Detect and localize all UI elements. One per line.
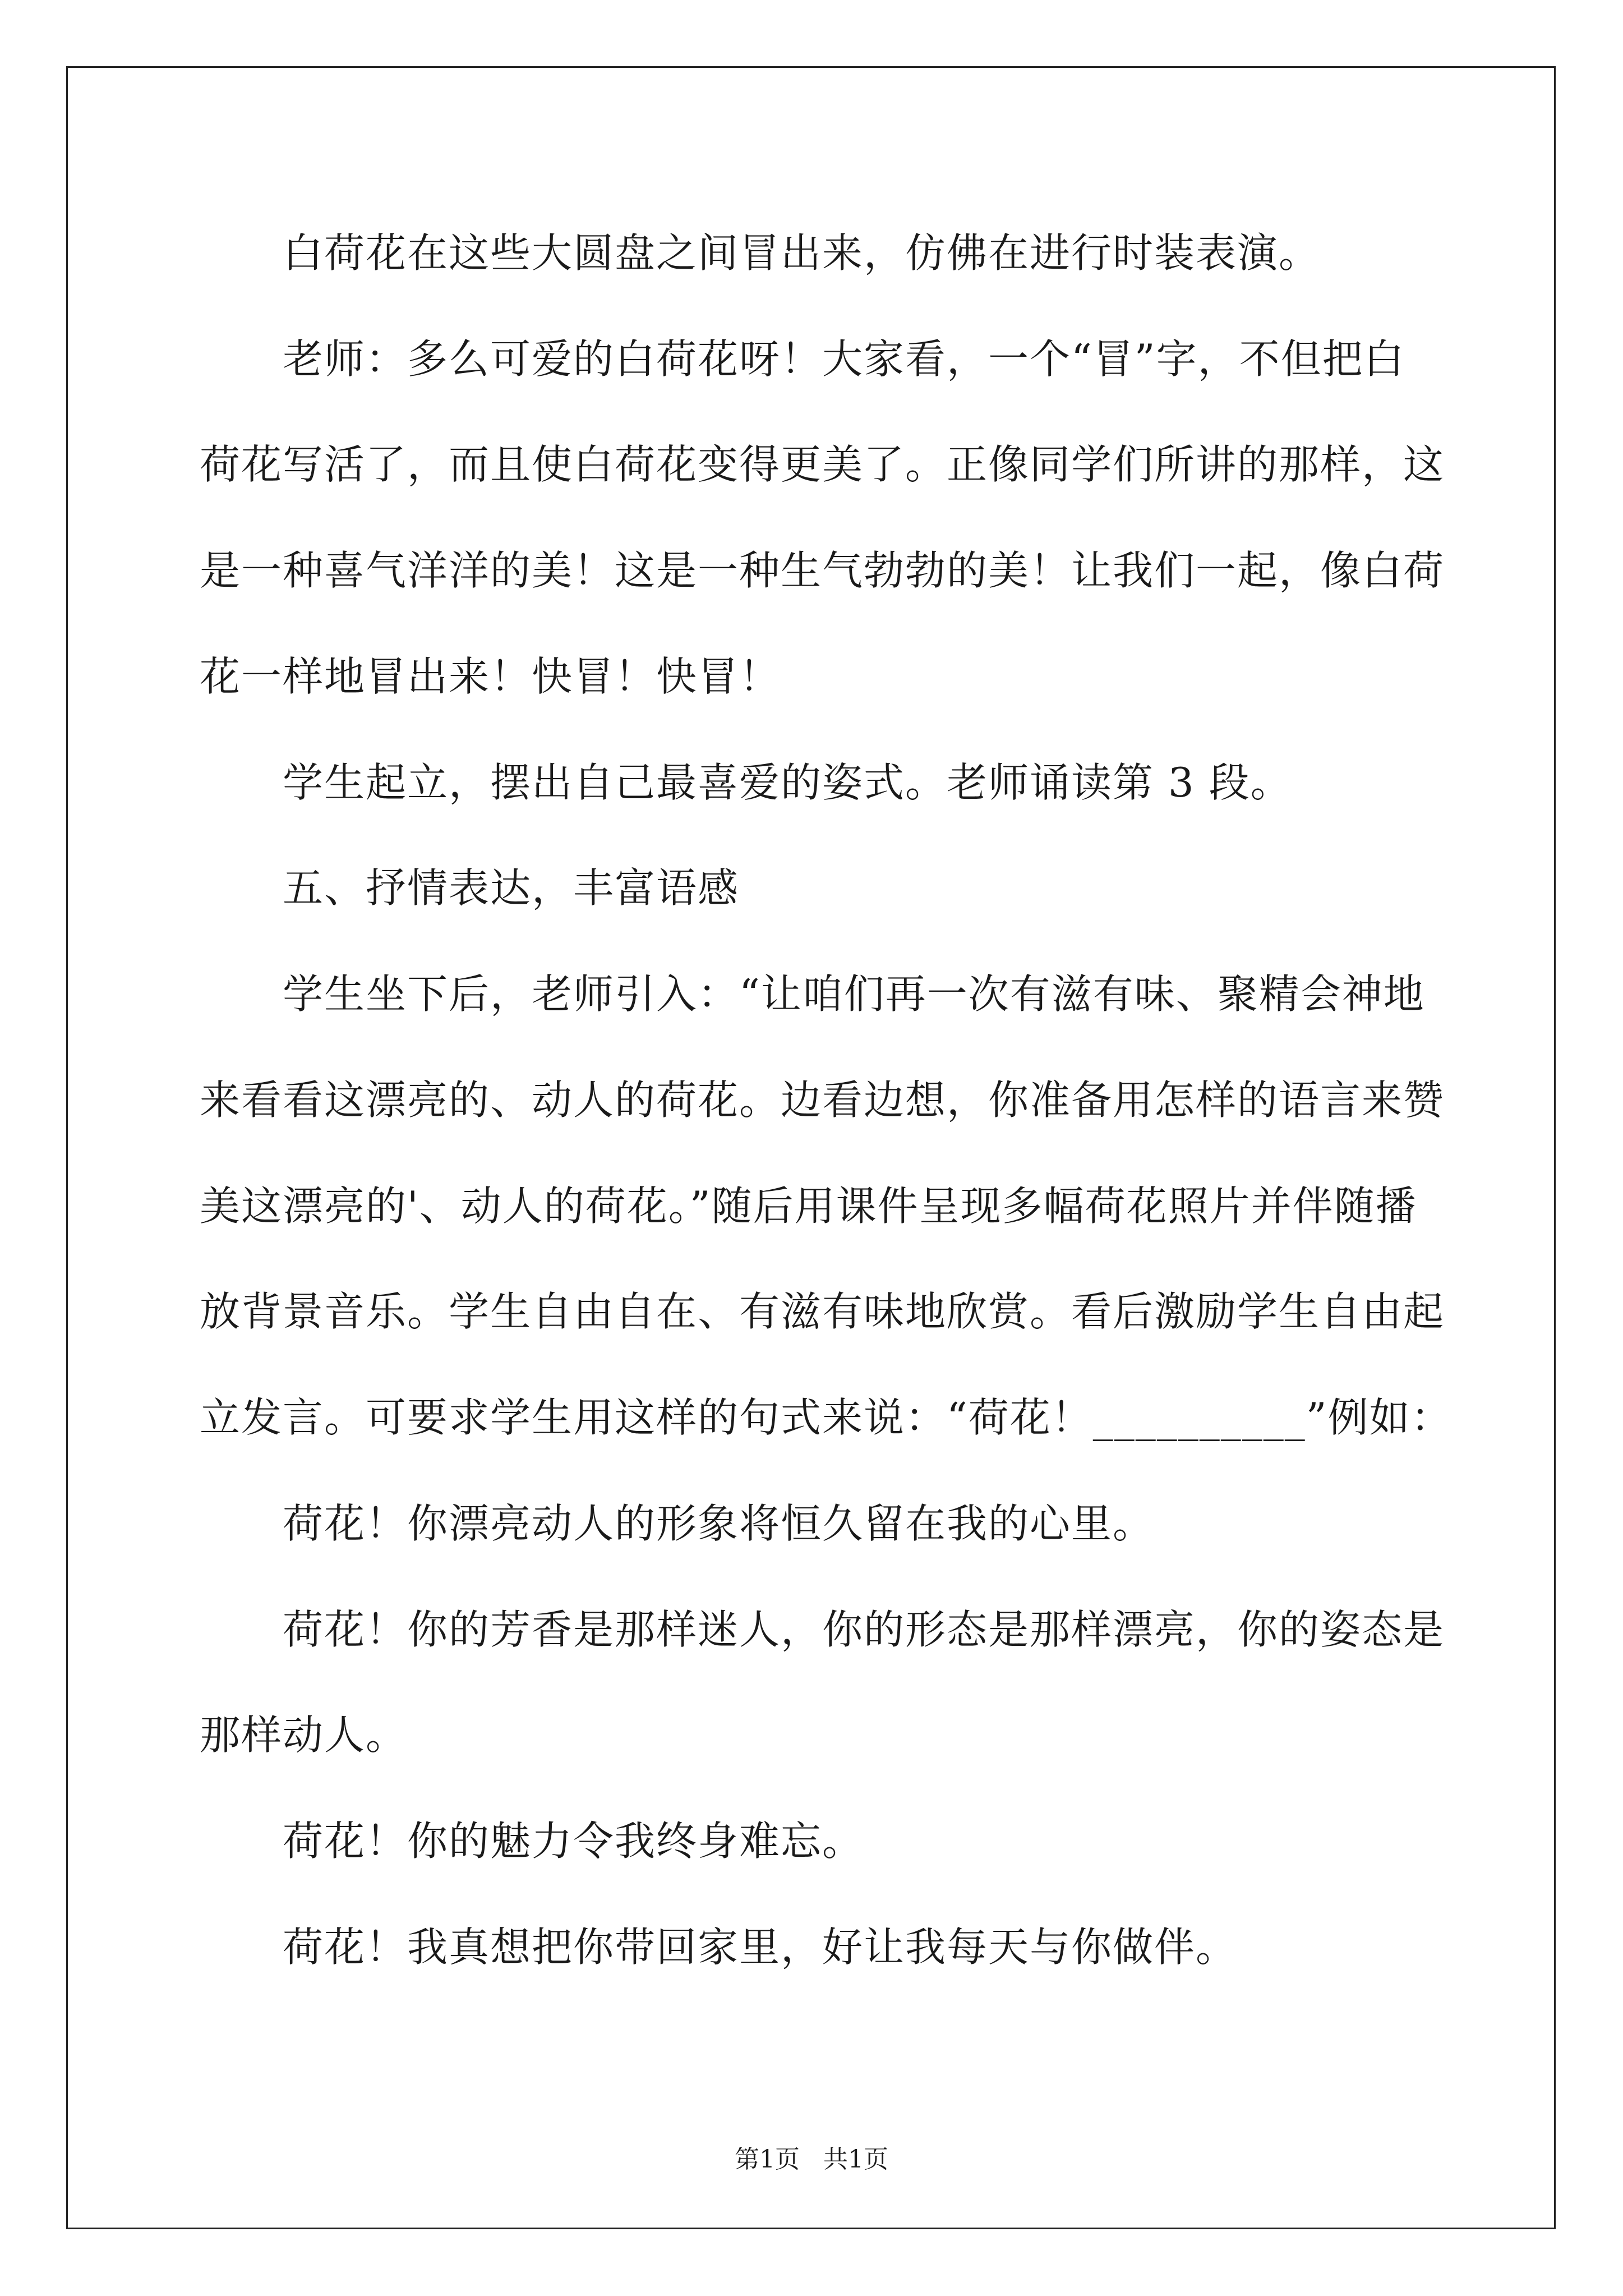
page-number-total: 共1页 — [823, 2145, 888, 2174]
text-line: 老师：多么可爱的白荷花呀！大家看，一个“冒”字，不但把白 — [283, 335, 1405, 383]
text-line: 是一种喜气洋洋的美！这是一种生气勃勃的美！让我们一起，像白荷 — [200, 547, 1445, 594]
text-line: 荷花！你漂亮动人的形象将恒久留在我的心里。 — [283, 1500, 1155, 1547]
page-footer — [0, 2143, 1623, 2177]
text-line: 放背景音乐。学生自由自在、有滋有味地欣赏。看后激励学生自由起 — [200, 1288, 1445, 1335]
text-line: 学生起立，摆出自己最喜爱的姿式。老师诵读第 3 段。 — [283, 759, 1292, 806]
text-line: 荷花！我真想把你带回家里，好让我每天与你做伴。 — [283, 1924, 1238, 1971]
text-line: 荷花！你的芳香是那样迷人，你的形态是那样漂亮，你的姿态是 — [283, 1606, 1445, 1653]
text-line: 花一样地冒出来！快冒！快冒！ — [200, 653, 781, 700]
page-number-current: 第1页 — [735, 2145, 800, 2174]
text-line: 美这漂亮的'、动人的荷花。”随后用课件呈现多幅荷花照片并伴随播 — [200, 1182, 1417, 1230]
text-line: 荷花！你的魅力令我终身难忘。 — [283, 1818, 864, 1865]
text-line: 学生坐下后，老师引入：“让咱们再一次有滋有味、聚精会神地 — [283, 970, 1425, 1018]
text-line: 来看看这漂亮的、动人的荷花。边看边想，你准备用怎样的语言来赞 — [200, 1076, 1445, 1124]
text-line: 那样动人。 — [200, 1711, 408, 1759]
section-heading: 五、抒情表达，丰富语感 — [283, 864, 740, 912]
text-line: 立发言。可要求学生用这样的句式来说：“荷花！__________”例如： — [200, 1394, 1453, 1441]
text-line: 白荷花在这些大圆盘之间冒出来，仿佛在进行时装表演。 — [283, 229, 1321, 277]
text-line: 荷花写活了，而且使白荷花变得更美了。正像同学们所讲的那样，这 — [200, 441, 1445, 488]
page-border — [66, 66, 1556, 2229]
